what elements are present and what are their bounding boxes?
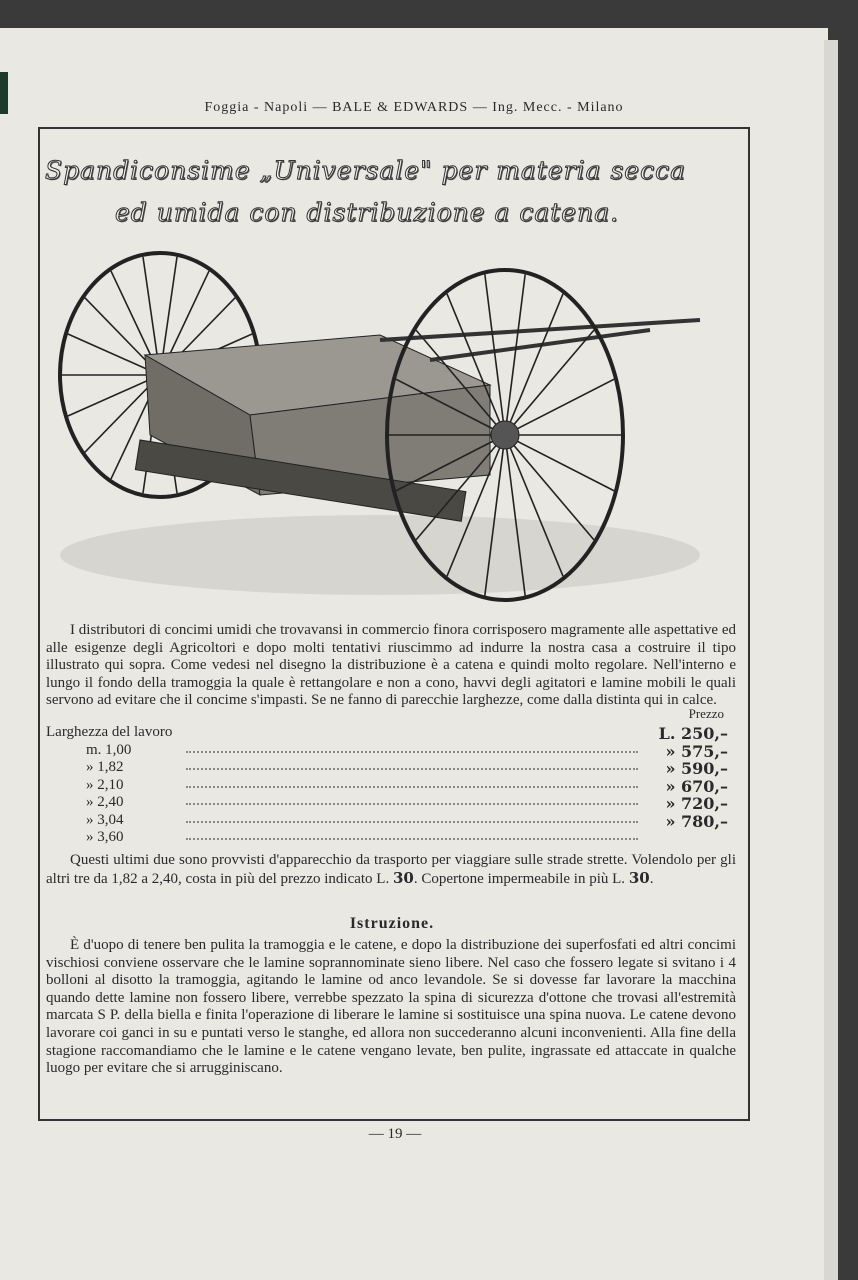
column-header-price: Prezzo <box>688 706 724 721</box>
price: L. 250,– <box>658 724 728 743</box>
work-width: m. 1,00 <box>86 741 132 758</box>
note-amount: 30 <box>392 868 414 887</box>
work-width: » 2,10 <box>86 776 124 793</box>
price: » 720,– <box>665 794 728 813</box>
wheel-spoke <box>505 435 614 491</box>
note-paragraph <box>46 852 736 888</box>
price-row <box>46 829 728 847</box>
note-text: . Copertone impermeabile in più L. <box>413 870 626 887</box>
intro-paragraph: I distributori di concimi umidi che trovavansi in commercio finora corrisposero magramente alle aspettative ed alle esigenze degli Agricoltori e dopo molti tentativi riuscimmo ad indurre la nostra casa a costruire il tipo illustrato qui sopra. Come vedesi nel disegno la distribuzione è a catena e quindi molto regolare. Nell'interno e lungo il fondo della tramoggia la quale è rettangolare e non a cono, havvi degli agitatori e lamine mobili le quali servono ad evitare che il concime s'impasti. Se ne fanno di parecchie larghezze, come dalla distinta qui in calce. <box>46 622 736 708</box>
price-row <box>46 759 728 777</box>
instructions-paragraph: È d'uopo di tenere ben pulita la tramoggia e le catene, e dopo la distribuzione dei superfosfati ed altri concimi vischiosi conviene osservare che le lamine soprannominate sieno libere. Nel caso che fossero legate si svitano i 4 bolloni al disotto la tramoggia, agitando le lamine od anco levandole. Se si dovesse far lavorare la macchina quando dette lamine non fossero libere, verrebbe spezzato la spina di sicurezza d'ottone che trovasi all'estremità marcata S P. della biella e finita l'operazione di liberare le lamine si sostituisce una spina nuova. Le catene devono lavorare coi ganci in su e puntati verso le stanghe, ed allora non succederanno alcuni inconvenienti. Alla fine della stagione raccomandiamo che le lamine e le catene vengano levate, ben pulite, ingrassate ed attaccate in qualche luogo per evitare che si arrugginiscano. <box>46 937 736 1077</box>
work-width: » 1,82 <box>86 759 124 775</box>
spreader-illustration <box>50 245 740 610</box>
leader-dots <box>186 794 638 805</box>
note-text: . <box>649 870 654 887</box>
price-row <box>46 742 728 760</box>
work-width: » 2,40 <box>86 794 124 810</box>
leader-dots <box>186 742 638 753</box>
leader-dots <box>186 759 638 770</box>
column-header-width: Larghezza del lavoro <box>46 724 173 740</box>
page-edge <box>824 40 838 1280</box>
wheel-spoke <box>505 379 614 435</box>
leader-dots <box>186 812 638 823</box>
price: » 575,– <box>665 741 728 761</box>
leader-dots <box>186 829 638 840</box>
section-title: Istruzione. <box>349 915 435 932</box>
price: » 780,– <box>665 811 728 831</box>
title-line-2: ed umida con distribuzione a catena. <box>115 198 620 227</box>
note-text: Questi ultimi due sono provvisti d'apparecchio da trasporto per viaggiare sulle strade strette. Volendolo per gli altri tre da 1,82 a 2,40, costa in più del prezzo indicato L. <box>46 852 736 887</box>
page-title <box>45 150 735 234</box>
running-header: Foggia - Napoli — BALE & EDWARDS — Ing. Mecc. - Milano <box>204 100 624 115</box>
price-table <box>46 706 728 847</box>
shafts <box>380 320 700 360</box>
price-row <box>46 724 728 742</box>
price-row <box>46 794 728 812</box>
note-amount: 30 <box>628 868 650 887</box>
price-row <box>46 777 728 795</box>
price: » 670,– <box>665 776 728 796</box>
work-width: » 3,04 <box>86 811 124 828</box>
price: » 590,– <box>665 759 728 778</box>
title-line-1: Spandiconsime „Universale" per materia secca <box>45 156 686 185</box>
price-row <box>46 812 728 830</box>
page-number: — 19 — <box>368 1126 422 1142</box>
work-width: » 3,60 <box>86 829 124 845</box>
leader-dots <box>186 777 638 788</box>
